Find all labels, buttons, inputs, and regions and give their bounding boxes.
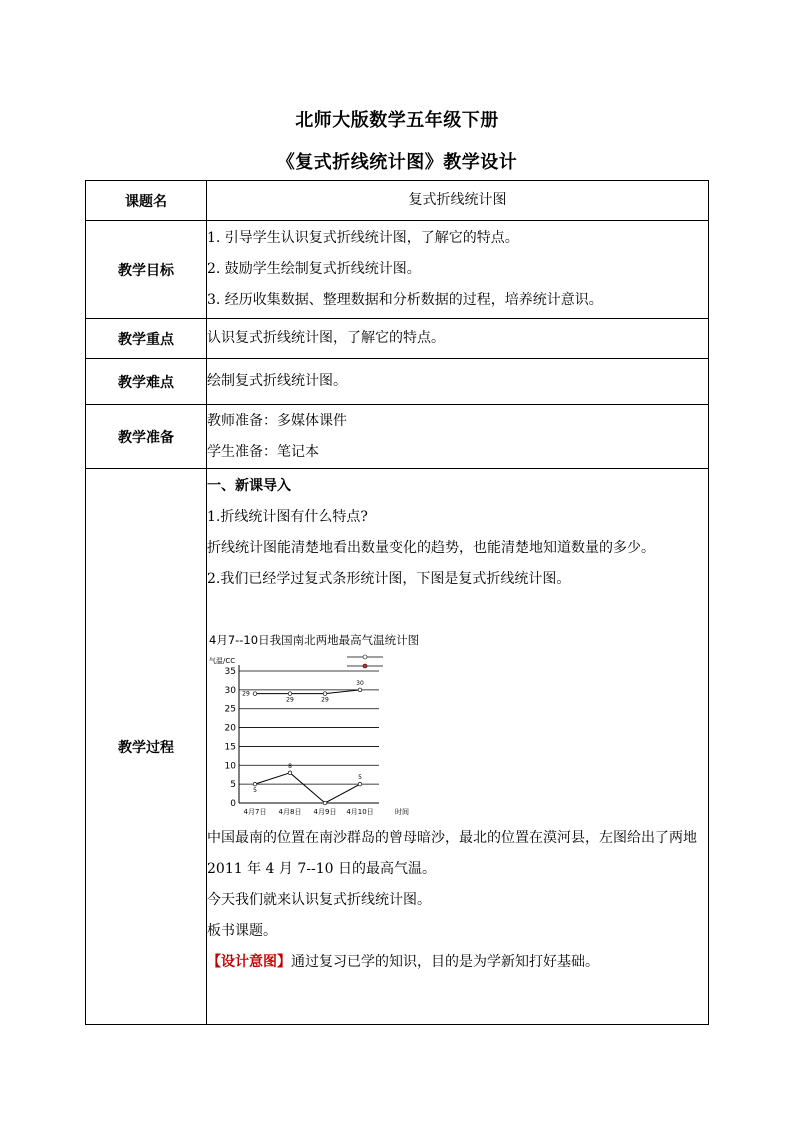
chart-data-point [358,782,362,786]
row-topic [86,181,709,221]
chart-data-label: 8 [288,762,292,770]
lesson-plan-table [85,180,709,1025]
intro-sentence: 今天我们就来认识复式折线统计图。 [207,892,431,908]
goal-item: 2. 鼓励学生绘制复式折线统计图。 [207,261,421,277]
chart-data-label: 5 [253,787,257,795]
goal-item: 1. 引导学生认识复式折线统计图，了解它的特点。 [207,230,519,246]
row-difficulty [86,359,709,405]
question-2: 2.我们已经学过复式条形统计图，下图是复式折线统计图。 [207,571,571,587]
chart-data-label: 29 [321,696,329,704]
board-title-note: 板书课题。 [207,923,277,939]
question-1: 1.折线统计图有什么特点? [207,509,368,525]
chart-series-line [255,690,360,694]
row-process [86,469,709,1025]
chart-data-point [253,782,257,786]
chart-title: 4月7--10日我国南北两地最高气温统计图 [209,633,420,647]
prep-item: 学生准备：笔记本 [207,443,319,460]
chart-data-label: 30 [356,679,364,687]
label-difficulty: 教学难点 [86,359,207,405]
chart-y-tick-label: 25 [224,704,236,715]
value-topic: 复式折线统计图 [207,181,709,221]
chart-y-tick-label: 30 [224,685,236,696]
row-preparation [86,405,709,469]
design-intent-tag: 【设计意图】 [207,954,291,970]
chart-y-axis-label: 气温/CC [209,657,236,665]
value-goals [207,221,709,319]
chart-data-point [288,692,292,696]
temperature-chart [207,633,708,823]
chart-y-tick-label: 0 [230,799,236,809]
chart-description: 中国最南的位置在南沙群岛的曾母暗沙，最北的位置在漠河县，左图给出了两地 2011 年 4 月 7--10 日的最高气温。 [207,830,697,877]
chart-data-point [288,771,292,775]
chart-data-point [323,801,327,805]
chart-data-label: 5 [358,774,362,782]
value-key-point: 认识复式折线统计图，了解它的特点。 [207,319,709,359]
chart-data-point [358,688,362,692]
value-process [207,469,709,1025]
chart-x-tick-label: 4月8日 [278,808,302,816]
chart-data-point [323,692,327,696]
prep-item: 教师准备：多媒体课件 [207,412,347,429]
design-intent-text: 通过复习已学的知识，目的是为学新知打好基础。 [291,954,599,970]
row-goals [86,221,709,319]
section-title: 一、新课导入 [207,478,291,494]
chart-legend-marker [363,655,367,659]
label-goals: 教学目标 [86,221,207,319]
label-preparation: 教学准备 [86,405,207,469]
chart-series-line [255,773,360,803]
label-key-point: 教学重点 [86,319,207,359]
document-title: 北师大版数学五年级下册 [295,110,499,131]
temperature-line-chart [207,633,437,823]
chart-data-label: 29 [242,690,250,698]
chart-y-tick-label: 15 [224,742,236,753]
chart-x-tick-label: 4月9日 [313,808,337,816]
label-topic: 课题名 [86,181,207,221]
chart-y-tick-label: 5 [230,780,236,791]
row-key-point [86,319,709,359]
design-intent [207,947,708,978]
chart-y-tick-label: 10 [224,761,236,772]
chart-x-axis-label: 时间 [395,808,409,816]
chart-y-tick-label: 35 [224,667,236,677]
label-process: 教学过程 [86,469,207,1025]
chart-legend-marker [363,664,367,668]
chart-x-tick-label: 4月7日 [243,808,267,816]
value-difficulty: 绘制复式折线统计图。 [207,359,709,405]
goal-item: 3. 经历收集数据、整理数据和分析数据的过程，培养统计意识。 [207,292,603,308]
answer-1: 折线统计图能清楚地看出数量变化的趋势，也能清楚地知道数量的多少。 [207,540,655,556]
value-preparation [207,405,709,469]
chart-x-tick-label: 4月10日 [346,808,374,816]
chart-y-tick-label: 20 [224,723,236,734]
chart-data-point [253,692,257,696]
document-subtitle: 《复式折线统计图》教学设计 [276,152,518,173]
chart-data-label: 29 [286,696,294,704]
